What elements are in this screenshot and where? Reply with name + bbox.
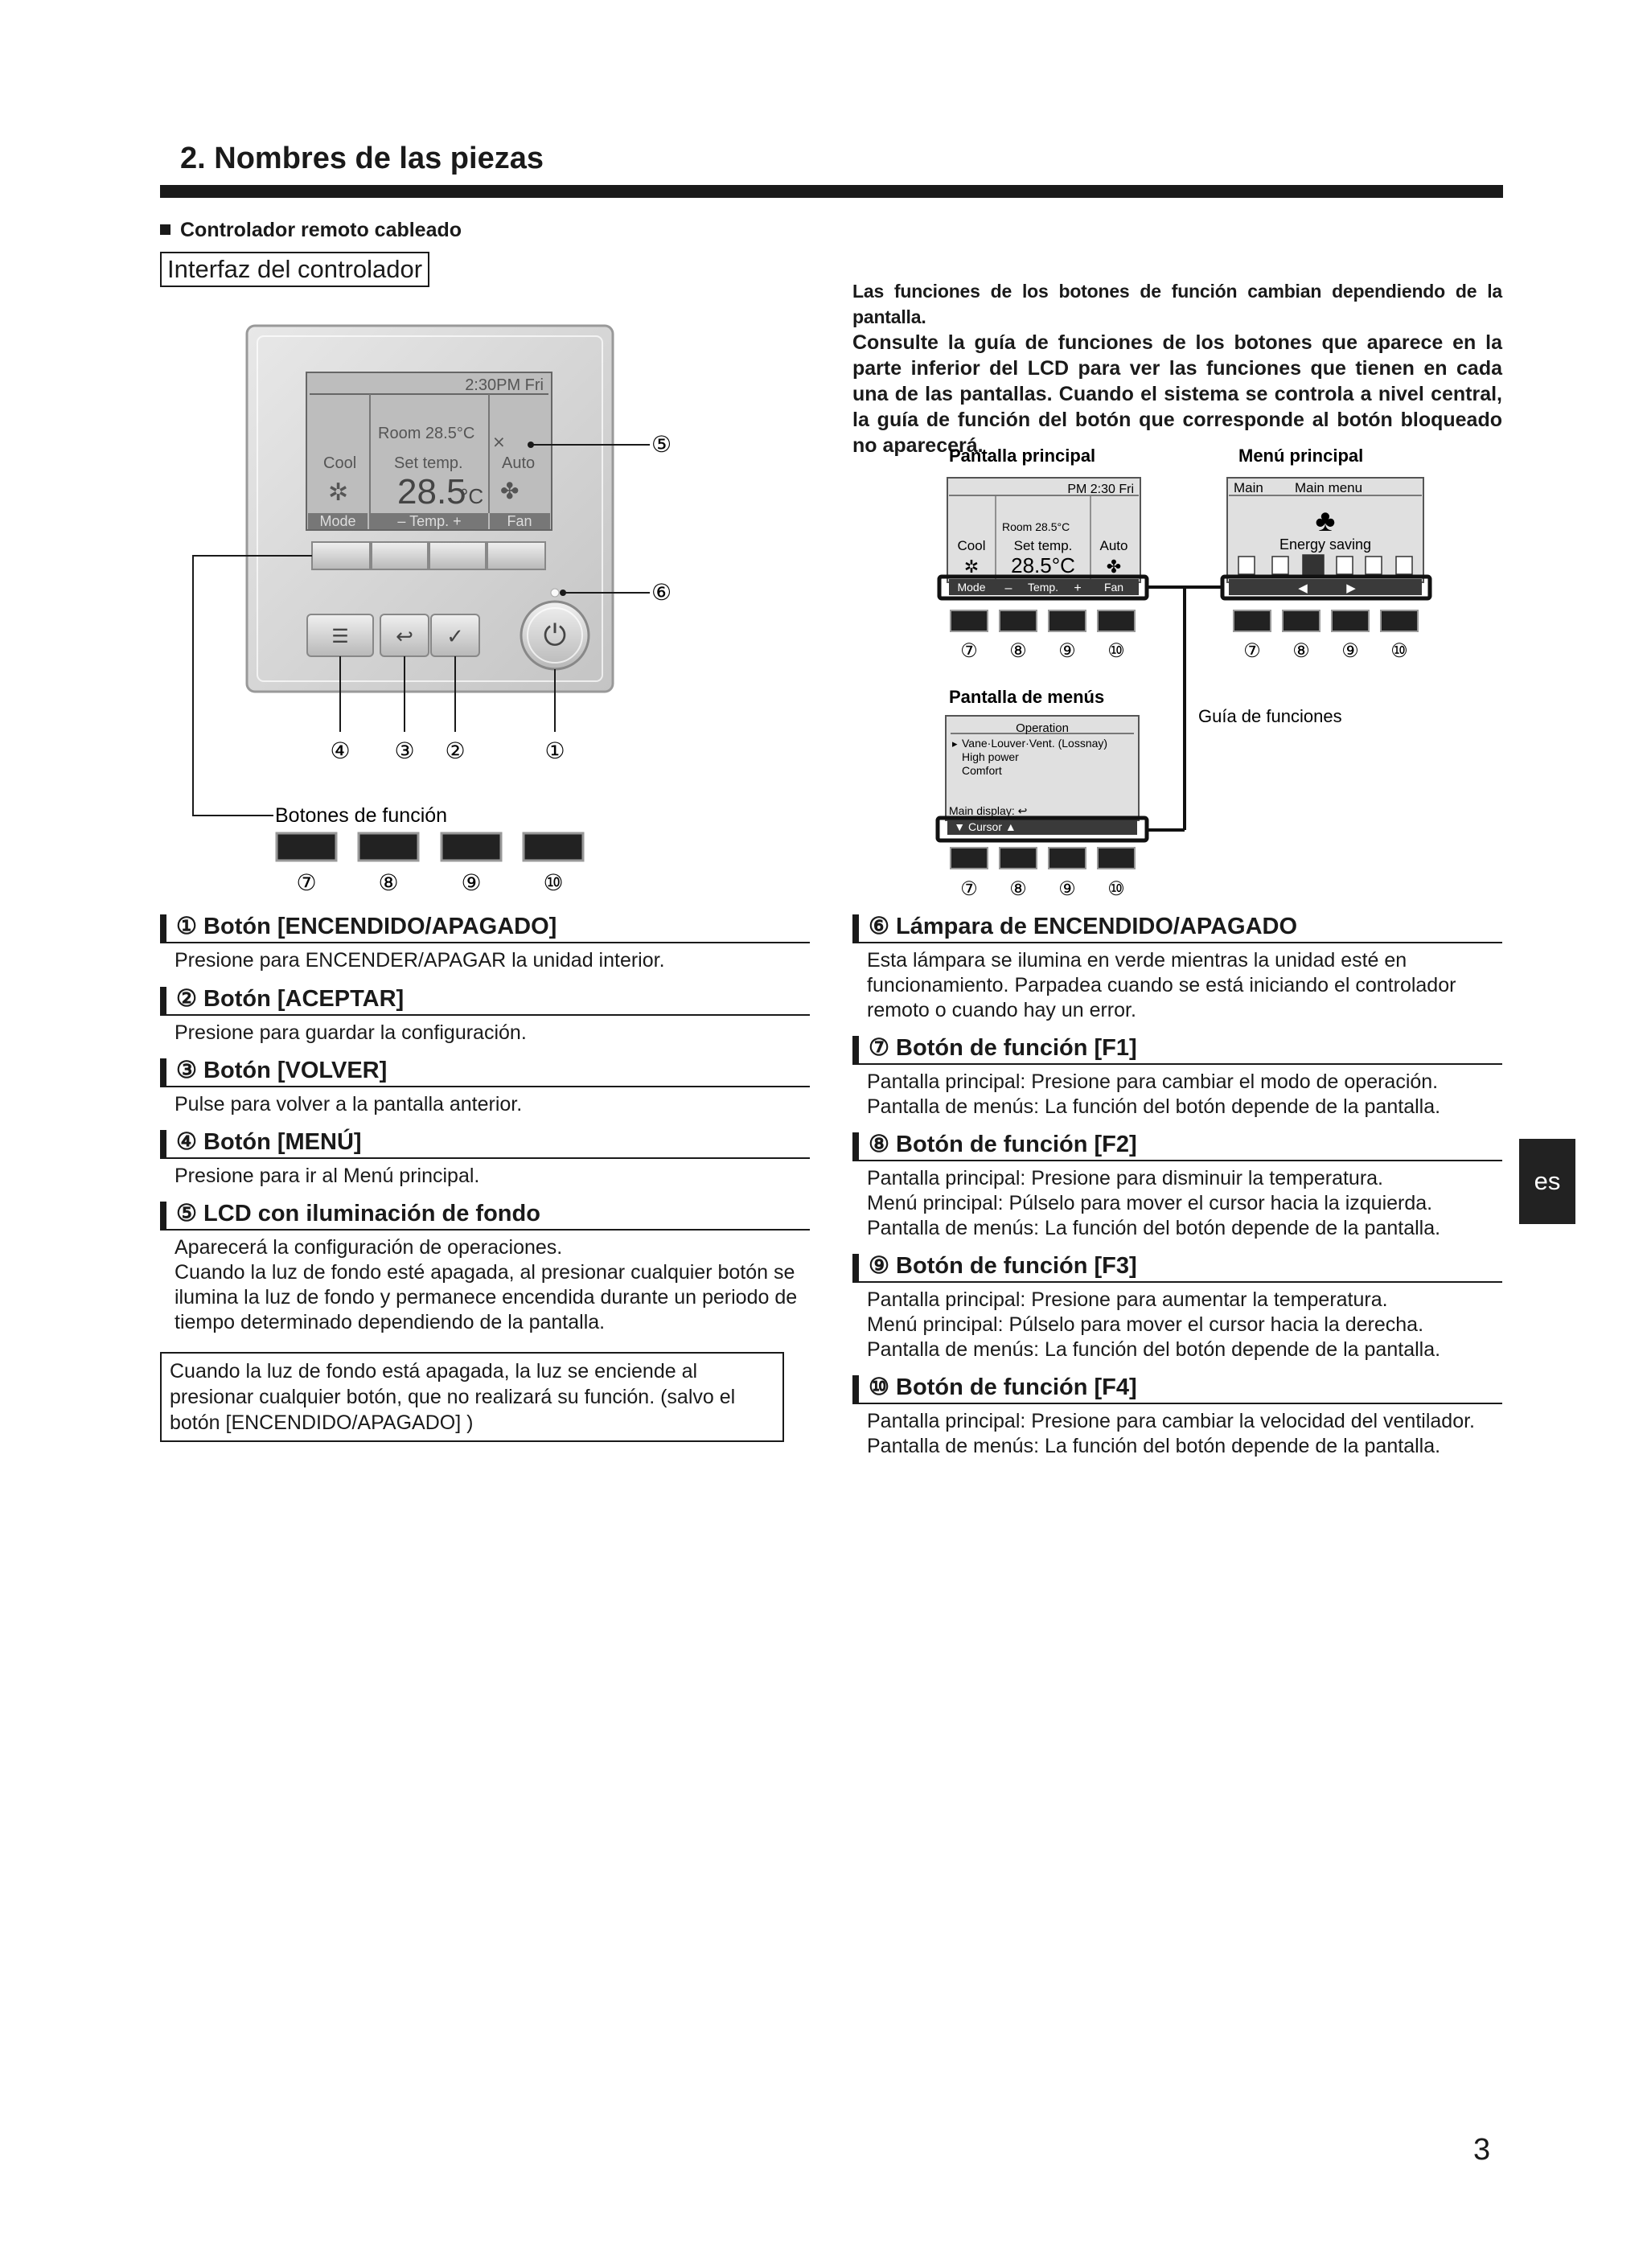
num-7: ⑦ xyxy=(960,640,978,662)
section-heading: ② Botón [ACEPTAR] xyxy=(160,987,810,1016)
section-lcd xyxy=(160,1202,810,1335)
pointer-icon: ▸ xyxy=(952,738,958,750)
box-title: Interfaz del controlador xyxy=(160,252,429,287)
num-8: ⑧ xyxy=(1292,640,1310,662)
num-10: ⑩ xyxy=(1107,640,1125,662)
section-heading: ⑩ Botón de función [F4] xyxy=(852,1375,1502,1404)
menus-screen-buttons xyxy=(951,848,1135,869)
section-f3 xyxy=(852,1254,1502,1362)
section-text: Presione para ENCENDER/APAGAR la unidad interior. xyxy=(175,949,665,972)
page-title: 2. Nombres de las piezas xyxy=(180,142,544,175)
section-heading: ③ Botón [VOLVER] xyxy=(160,1058,810,1087)
back-button[interactable] xyxy=(380,614,429,656)
num-10: ⑩ xyxy=(1107,878,1125,900)
return-icon: ↩ xyxy=(396,624,413,648)
intro-line1: Las funciones de los botones de función cambian dependiendo de la pantalla. xyxy=(852,281,1502,327)
plus-icon: + xyxy=(1074,581,1082,595)
section-text: Pulse para volver a la pantalla anterior. xyxy=(175,1093,523,1116)
menus-footer: Main display: ↩ xyxy=(949,804,1028,817)
sun-icon: ✲ xyxy=(328,479,349,506)
lcd-room: Room 28.5°C xyxy=(378,425,475,442)
remote-controller xyxy=(247,326,613,692)
section-text: Menú principal: Púlselo para mover el cursor hacia la derecha. xyxy=(867,1313,1424,1336)
sun-icon: ✲ xyxy=(963,557,980,577)
main-screen-set-temp: Set temp. xyxy=(1013,538,1073,553)
main-menu-item: Energy saving xyxy=(1279,536,1372,553)
num-8: ⑧ xyxy=(1009,640,1027,662)
check-icon: ✓ xyxy=(446,624,464,648)
intro-rest: Consulte la guía de funciones de los botones que aparece en la parte inferior del LCD para ver las funciones que tienen en cada una de las pantallas. Cuando el sistema se controla a nivel central, la guía de función del botón que corresponde al botón bloqueado no aparecerá. xyxy=(852,331,1502,457)
section-text: Menú principal: Púlselo para mover el cursor hacia la izquierda. xyxy=(867,1192,1433,1214)
lcd-time: 2:30PM Fri xyxy=(465,376,544,394)
power-button[interactable] xyxy=(521,602,589,669)
lcd-unit: °C xyxy=(460,484,484,508)
right-arrow-icon: ▶ xyxy=(1346,581,1356,595)
section-text: Pantalla de menús: La función del botón depende de la pantalla. xyxy=(867,1095,1441,1118)
num-7: ⑦ xyxy=(1243,640,1261,662)
section-text: Cuando la luz de fondo esté apagada, al presionar cualquier botón se ilumina la luz de fondo y permanece encendida durante un periodo de tiempo determinado dependiendo de la pantalla. xyxy=(175,1261,798,1333)
function-buttons-label: Botones de función xyxy=(275,804,448,827)
main-screen-auto: Auto xyxy=(1099,538,1128,553)
lcd-set-temp: Set temp. xyxy=(394,454,463,472)
section-text: Pantalla de menús: La función del botón depende de la pantalla. xyxy=(867,1338,1441,1361)
fn-num-7: ⑦ xyxy=(296,870,317,895)
menus-cursor: ▼ Cursor ▲ xyxy=(954,820,1017,833)
minus-icon: – xyxy=(1004,581,1012,595)
section-text: Presione para guardar la configuración. xyxy=(175,1021,527,1044)
main-menu-label: Menú principal xyxy=(1238,446,1364,466)
lcd-auto: Auto xyxy=(502,454,536,472)
lcd-guide-temp: – Temp. + xyxy=(397,513,462,529)
backlight-note: Cuando la luz de fondo está apagada, la luz se enciende al presionar cualquier botón, que no realizará su función. (salvo el botón [ENCENDIDO/APAGADO] ) xyxy=(160,1352,784,1442)
callout-dot xyxy=(560,590,566,596)
main-screen-label: Pantalla principal xyxy=(949,446,1096,466)
power-icon: ⏻ xyxy=(543,618,567,651)
callout-1: ① xyxy=(544,738,565,763)
main-screen-time: PM 2:30 Fri xyxy=(1067,483,1134,496)
section-text: Pantalla principal: Presione para cambiar la velocidad del ventilador. xyxy=(867,1410,1475,1432)
num-7: ⑦ xyxy=(960,878,978,900)
controller-lcd xyxy=(306,372,552,530)
function-guide-label: Guía de funciones xyxy=(1198,706,1342,726)
num-10: ⑩ xyxy=(1390,640,1408,662)
callout-6: ⑥ xyxy=(651,580,672,605)
page-number: 3 xyxy=(1473,2133,1491,2167)
tree-icon: ♣ xyxy=(1315,504,1336,538)
num-9: ⑨ xyxy=(1058,878,1076,900)
menus-item-1: Vane·Louver·Vent. (Lossnay) xyxy=(962,737,1108,750)
section-f1 xyxy=(852,1036,1502,1120)
section-text: Pantalla principal: Presione para cambiar el modo de operación. xyxy=(867,1070,1439,1093)
callout-dot xyxy=(528,442,534,448)
section-ok-button xyxy=(160,987,810,1046)
section-heading: ④ Botón [MENÚ] xyxy=(160,1130,810,1159)
section-heading: ⑧ Botón de función [F2] xyxy=(852,1132,1502,1161)
subtitle-text: Controlador remoto cableado xyxy=(180,219,462,241)
lcd-guide-mode: Mode xyxy=(319,513,356,529)
section-text: Pantalla principal: Presione para aumentar la temperatura. xyxy=(867,1288,1388,1311)
section-text: Aparecerá la configuración de operaciones. xyxy=(175,1236,563,1259)
main-guide-fan: Fan xyxy=(1103,581,1124,594)
menu-button[interactable] xyxy=(307,614,373,656)
lcd-temp-value: 28.5 xyxy=(397,472,466,512)
fn-num-9: ⑨ xyxy=(461,870,482,895)
callout-4: ④ xyxy=(330,738,351,763)
menu-icon: ☰ xyxy=(331,626,349,647)
menus-screen-numbers xyxy=(960,878,1125,900)
section-f4 xyxy=(852,1375,1502,1459)
main-screen-cool: Cool xyxy=(957,538,986,553)
fn-num-8: ⑧ xyxy=(378,870,399,895)
language-tab: es xyxy=(1519,1139,1575,1224)
section-menu-button xyxy=(160,1130,810,1189)
menus-screen-label: Pantalla de menús xyxy=(949,687,1105,707)
section-heading: ① Botón [ENCENDIDO/APAGADO] xyxy=(160,914,810,943)
callout-5: ⑤ xyxy=(651,432,672,457)
section-text: Esta lámpara se ilumina en verde mientras la unidad esté en funcionamiento. Parpadea cuando se está iniciando el controlador remoto o cuando hay un error. xyxy=(867,949,1456,1021)
section-heading: ⑥ Lámpara de ENCENDIDO/APAGADO xyxy=(852,914,1502,943)
menus-item-3: Comfort xyxy=(962,764,1002,777)
section-heading: ⑦ Botón de función [F1] xyxy=(852,1036,1502,1065)
vane-icon: ⨯ xyxy=(492,433,506,451)
section-text: Pantalla principal: Presione para disminuir la temperatura. xyxy=(867,1167,1383,1189)
controller-function-buttons[interactable] xyxy=(312,542,545,569)
num-8: ⑧ xyxy=(1009,878,1027,900)
main-screen-temp: 28.5°C xyxy=(1011,553,1075,577)
main-screen-room: Room 28.5°C xyxy=(1002,520,1070,533)
section-text: Pantalla de menús: La función del botón depende de la pantalla. xyxy=(867,1435,1441,1457)
section-power-lamp xyxy=(852,914,1502,1023)
callout-3: ③ xyxy=(394,738,415,763)
fan-icon: ✤ xyxy=(1106,557,1122,577)
section-power-button xyxy=(160,914,810,973)
menus-heading: Operation xyxy=(1016,721,1069,735)
main-menu-main: Main xyxy=(1234,480,1263,495)
section-back-button xyxy=(160,1058,810,1117)
num-9: ⑨ xyxy=(1058,640,1076,662)
num-9: ⑨ xyxy=(1341,640,1359,662)
section-text: Pantalla de menús: La función del botón depende de la pantalla. xyxy=(867,1217,1441,1239)
lcd-cool: Cool xyxy=(323,454,357,472)
main-menu-title: Main menu xyxy=(1295,480,1363,495)
left-arrow-icon: ◀ xyxy=(1298,581,1308,595)
callout-2: ② xyxy=(445,738,466,763)
lcd-guide-fan: Fan xyxy=(507,513,532,529)
section-heading: ⑤ LCD con iluminación de fondo xyxy=(160,1202,810,1231)
ok-button[interactable] xyxy=(431,614,479,656)
function-buttons-illustration xyxy=(277,833,583,861)
fn-num-10: ⑩ xyxy=(543,870,564,895)
section-text: Presione para ir al Menú principal. xyxy=(175,1165,480,1187)
section-f2 xyxy=(852,1132,1502,1241)
menus-item-2: High power xyxy=(962,750,1019,763)
main-guide-temp: Temp. xyxy=(1027,581,1059,594)
section-heading: ⑨ Botón de función [F3] xyxy=(852,1254,1502,1283)
fan-icon: ✤ xyxy=(500,479,520,503)
power-lamp xyxy=(551,589,559,597)
main-guide-mode: Mode xyxy=(957,581,986,594)
